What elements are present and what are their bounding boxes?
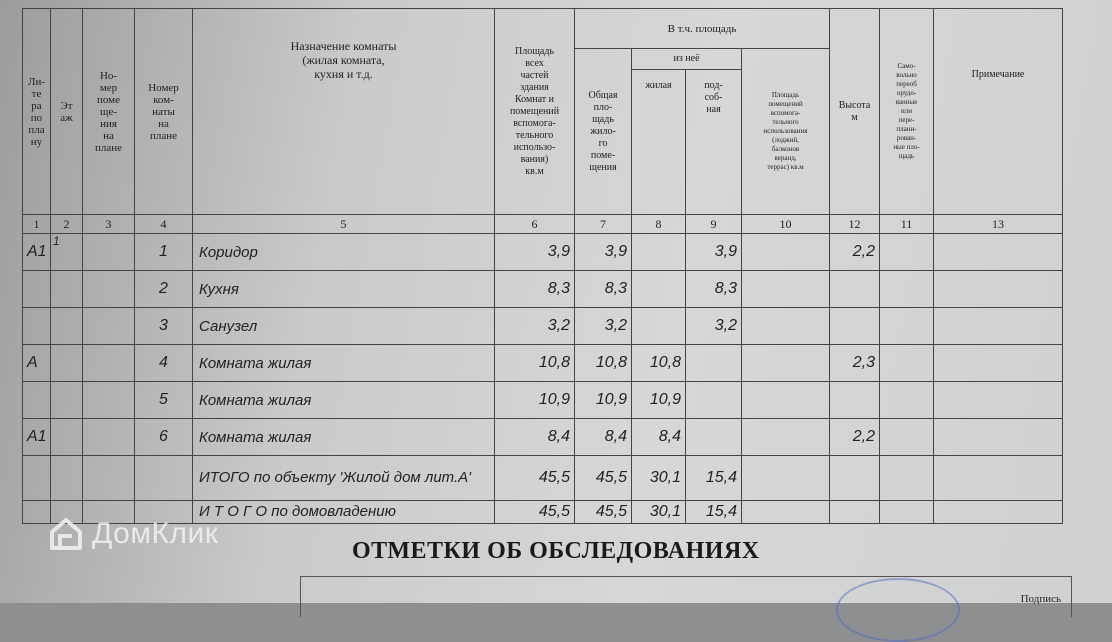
- room-name-cell: Коридор: [193, 234, 495, 271]
- table-row: [23, 271, 1063, 308]
- vysota-cell: [830, 308, 880, 345]
- empty-cell: [742, 501, 830, 524]
- zhilaya-area-cell: [632, 271, 686, 308]
- header-etazh: Эт аж: [51, 9, 83, 215]
- header-naznachenie: Назначение комнаты (жилая комната, кухня и т.д.: [193, 9, 495, 215]
- header-primechanie: Примечание: [934, 9, 1063, 215]
- header-ploshchad-vsekh: Площадь всех частей здания Комнат и помещений вспомога- тельного использо- вания) кв.м: [495, 9, 575, 215]
- podsobnaya-area-cell: 15,4: [686, 456, 742, 501]
- col-num: 8: [632, 215, 686, 234]
- obshchaya-area-cell: 8,4: [575, 419, 632, 456]
- etazh-cell: [51, 382, 83, 419]
- room-name-cell: Санузел: [193, 308, 495, 345]
- empty-cell: [135, 456, 193, 501]
- podsobnaya-area-cell: [686, 382, 742, 419]
- primechanie-cell: [934, 271, 1063, 308]
- room-name-cell: Комната жилая: [193, 345, 495, 382]
- stamp-mark: [836, 578, 960, 642]
- empty-cell: [880, 456, 934, 501]
- empty-cell: [830, 501, 880, 524]
- obshchaya-area-cell: 3,9: [575, 234, 632, 271]
- litera-cell: А1: [23, 419, 51, 456]
- nomer-komnaty-cell: 2: [135, 271, 193, 308]
- obshchaya-area-cell: 45,5: [575, 456, 632, 501]
- col-num: 2: [51, 215, 83, 234]
- nomer-komnaty-cell: 4: [135, 345, 193, 382]
- col-num: 13: [934, 215, 1063, 234]
- table-row: [23, 419, 1063, 456]
- vspomogatelnaya-area-cell: [742, 271, 830, 308]
- header-iz-nee: из неё: [632, 49, 742, 70]
- obshchaya-area-cell: 8,3: [575, 271, 632, 308]
- header-obshchaya: Общая пло- щадь жило- го поме- щения: [575, 49, 632, 215]
- samovolno-cell: [880, 345, 934, 382]
- vspomogatelnaya-area-cell: [742, 308, 830, 345]
- nomer-komnaty-cell: 6: [135, 419, 193, 456]
- litera-cell: [23, 271, 51, 308]
- vspomogatelnaya-area-cell: [742, 345, 830, 382]
- etazh-cell: [51, 308, 83, 345]
- empty-cell: [83, 456, 135, 501]
- zhilaya-area-cell: 30,1: [632, 456, 686, 501]
- obshchaya-area-cell: 45,5: [575, 501, 632, 524]
- header-litera: Ли- те ра по пла ну: [23, 9, 51, 215]
- litera-cell: А1: [23, 234, 51, 271]
- total-area-cell: 10,9: [495, 382, 575, 419]
- house-logo-icon: [48, 516, 84, 552]
- obshchaya-area-cell: 10,9: [575, 382, 632, 419]
- table-row: [23, 382, 1063, 419]
- total-area-cell: 3,9: [495, 234, 575, 271]
- zhilaya-area-cell: 30,1: [632, 501, 686, 524]
- litera-cell: А: [23, 345, 51, 382]
- zhilaya-area-cell: [632, 234, 686, 271]
- vspomogatelnaya-area-cell: [742, 234, 830, 271]
- watermark-text: ДомКлик: [92, 517, 219, 550]
- header-vspomogatelnaya: Площадь помещений вспомога- тельного использования (лоджий, балконов веранд, террас) кв.м: [742, 49, 830, 215]
- room-name-cell: Комната жилая: [193, 382, 495, 419]
- samovolno-cell: [880, 271, 934, 308]
- etazh-cell: [51, 419, 83, 456]
- nomer-pomeshcheniya-cell: [83, 419, 135, 456]
- col-num: 12: [830, 215, 880, 234]
- col-num: 3: [83, 215, 135, 234]
- col-num: 9: [686, 215, 742, 234]
- total-area-cell: 3,2: [495, 308, 575, 345]
- header-nomer-pomeshcheniya: Но- мер поме ще- ния на плане: [83, 9, 135, 215]
- etazh-cell: [51, 271, 83, 308]
- empty-cell: [51, 456, 83, 501]
- table-row: [23, 345, 1063, 382]
- total-area-cell: 45,5: [495, 501, 575, 524]
- zhilaya-area-cell: 10,9: [632, 382, 686, 419]
- header-samovolno: Само- вольно переоб орудо- ванные или пере- плани- рован- ные пло- щадь: [880, 9, 934, 215]
- primechanie-cell: [934, 345, 1063, 382]
- col-num: 1: [23, 215, 51, 234]
- empty-cell: [830, 456, 880, 501]
- col-num: 5: [193, 215, 495, 234]
- obshchaya-area-cell: 10,8: [575, 345, 632, 382]
- totals-name-cell: ИТОГО по объекту 'Жилой дом лит.А': [193, 456, 495, 501]
- total-area-cell: 8,4: [495, 419, 575, 456]
- empty-cell: [742, 456, 830, 501]
- primechanie-cell: [934, 419, 1063, 456]
- room-name-cell: Комната жилая: [193, 419, 495, 456]
- total-area-cell: 45,5: [495, 456, 575, 501]
- podsobnaya-area-cell: 8,3: [686, 271, 742, 308]
- zhilaya-area-cell: [632, 308, 686, 345]
- nomer-pomeshcheniya-cell: [83, 308, 135, 345]
- domclick-watermark: [48, 516, 218, 552]
- zhilaya-area-cell: 8,4: [632, 419, 686, 456]
- podsobnaya-area-cell: 3,9: [686, 234, 742, 271]
- nomer-komnaty-cell: 5: [135, 382, 193, 419]
- vysota-cell: 2,3: [830, 345, 880, 382]
- vspomogatelnaya-area-cell: [742, 382, 830, 419]
- bottom-label: Подпись: [1020, 593, 1061, 605]
- empty-cell: [880, 501, 934, 524]
- header-v-tch-ploshchad: В т.ч. площадь: [575, 9, 830, 49]
- totals-row: [23, 456, 1063, 501]
- nomer-pomeshcheniya-cell: [83, 345, 135, 382]
- header-vysota: Высота м: [830, 9, 880, 215]
- empty-cell: [23, 501, 51, 524]
- samovolno-cell: [880, 419, 934, 456]
- podsobnaya-area-cell: [686, 345, 742, 382]
- samovolno-cell: [880, 234, 934, 271]
- zhilaya-area-cell: 10,8: [632, 345, 686, 382]
- col-num: 10: [742, 215, 830, 234]
- obshchaya-area-cell: 3,2: [575, 308, 632, 345]
- table-row: [23, 234, 1063, 271]
- vysota-cell: [830, 382, 880, 419]
- empty-cell: [23, 456, 51, 501]
- etazh-cell: [51, 345, 83, 382]
- header-podsobnaya: под- соб- ная: [686, 70, 742, 215]
- header-zhilaya: жилая: [632, 70, 686, 215]
- section-heading: ОТМЕТКИ ОБ ОБСЛЕДОВАНИЯХ: [352, 538, 760, 564]
- col-num: 4: [135, 215, 193, 234]
- podsobnaya-area-cell: 15,4: [686, 501, 742, 524]
- primechanie-cell: [934, 382, 1063, 419]
- table-row: [23, 308, 1063, 345]
- nomer-komnaty-cell: 1: [135, 234, 193, 271]
- nomer-komnaty-cell: 3: [135, 308, 193, 345]
- podsobnaya-area-cell: [686, 419, 742, 456]
- col-num: 6: [495, 215, 575, 234]
- column-numbers-row: [23, 215, 1063, 234]
- nomer-pomeshcheniya-cell: [83, 234, 135, 271]
- vysota-cell: 2,2: [830, 419, 880, 456]
- podsobnaya-area-cell: 3,2: [686, 308, 742, 345]
- explication-table-sheet: [22, 8, 1062, 524]
- etazh-cell: 1: [51, 234, 83, 271]
- primechanie-cell: [934, 234, 1063, 271]
- explication-table: [22, 8, 1063, 524]
- total-area-cell: 10,8: [495, 345, 575, 382]
- primechanie-cell: [934, 308, 1063, 345]
- total-area-cell: 8,3: [495, 271, 575, 308]
- litera-cell: [23, 308, 51, 345]
- col-num: 7: [575, 215, 632, 234]
- samovolno-cell: [880, 308, 934, 345]
- samovolno-cell: [880, 382, 934, 419]
- empty-cell: [934, 501, 1063, 524]
- room-name-cell: Кухня: [193, 271, 495, 308]
- vysota-cell: [830, 271, 880, 308]
- empty-cell: [934, 456, 1063, 501]
- litera-cell: [23, 382, 51, 419]
- nomer-pomeshcheniya-cell: [83, 271, 135, 308]
- vysota-cell: 2,2: [830, 234, 880, 271]
- totals-name-cell: И Т О Г О по домовладению: [193, 501, 495, 524]
- header-nomer-komnaty: Номер ком- наты на плане: [135, 9, 193, 215]
- col-num: 11: [880, 215, 934, 234]
- nomer-pomeshcheniya-cell: [83, 382, 135, 419]
- vspomogatelnaya-area-cell: [742, 419, 830, 456]
